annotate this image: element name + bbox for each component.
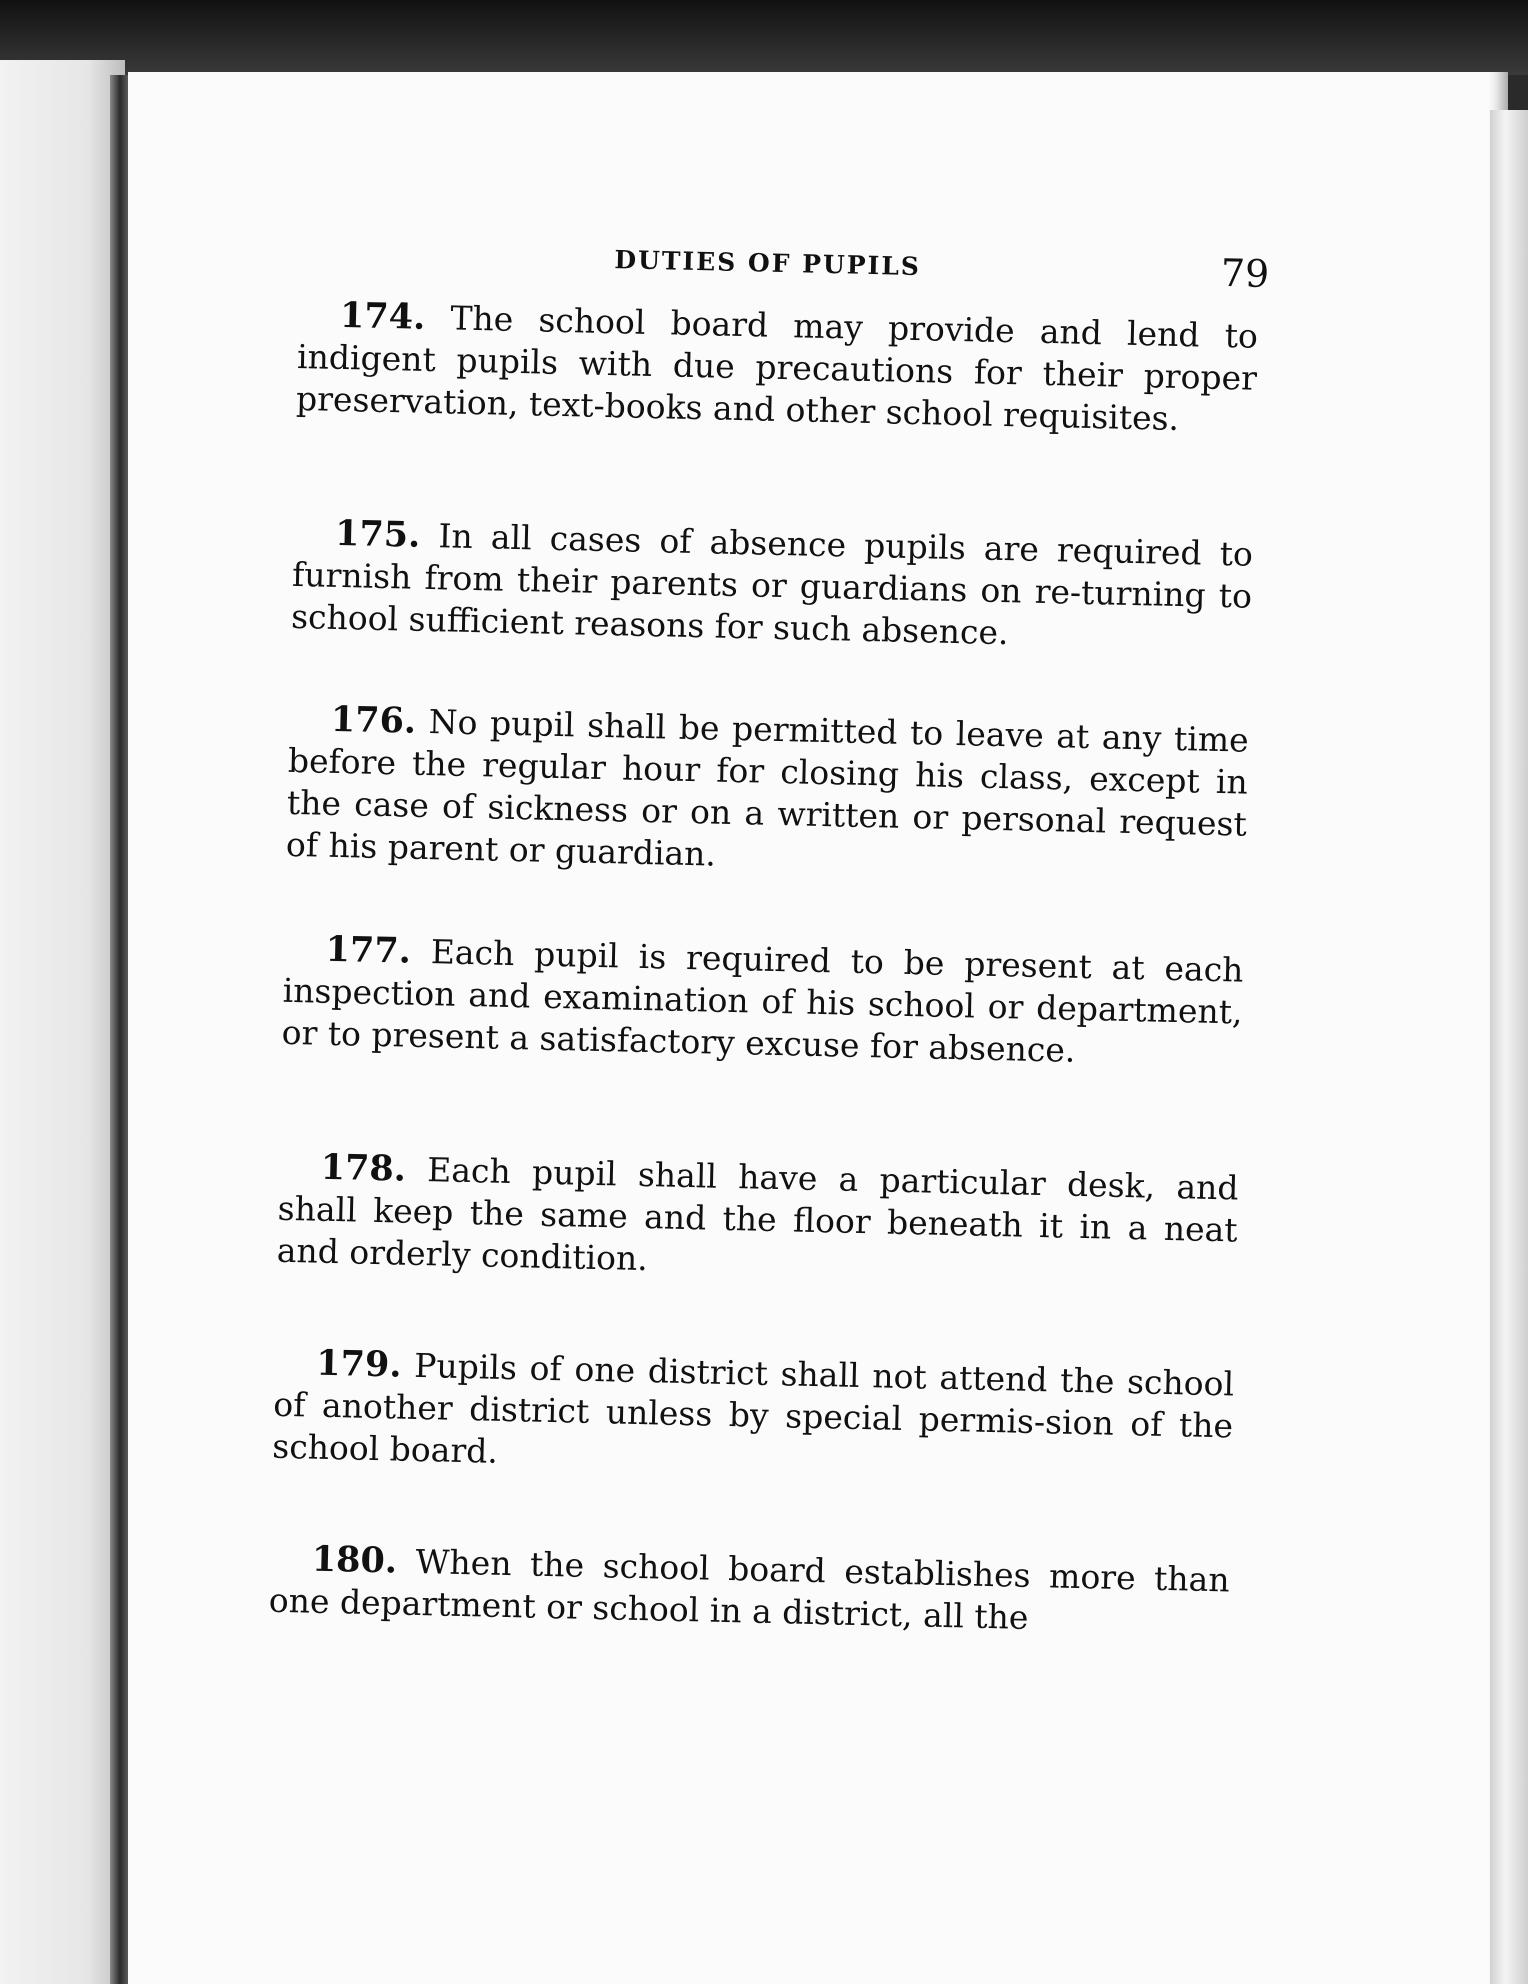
book-gutter (110, 75, 128, 1984)
section-text: In all cases of absence pupils are required to furnish from their parents or guardians on re-turning to school sufficient reasons for such absence. (290, 516, 1254, 653)
section-number: 176. (330, 698, 417, 742)
section-text: Pupils of one district shall not attend the school of another district unless by special permis-sion of the school board. (271, 1345, 1235, 1471)
section-number: 174. (339, 294, 426, 338)
section-number: 179. (315, 1342, 402, 1386)
section-text: Each pupil is required to be present at each inspection and examination of his school or department, or to present a satisfactory excuse for absence. (281, 932, 1244, 1070)
section-text: When the school board establishes more than one department or school in a district, all the (268, 1541, 1231, 1637)
section-text: The school board may provide and lend to indigent pupils with due precautions for their proper preservation, text-books and other school requisites. (295, 298, 1259, 438)
section-176 (286, 698, 1250, 888)
scan-background (0, 0, 1528, 75)
page-number: 79 (1220, 250, 1270, 296)
section-number: 178. (320, 1146, 407, 1190)
section-175 (291, 512, 1254, 660)
section-text: Each pupil shall have a particular desk, and shall keep the same and the floor beneath it in a neat and orderly condition. (276, 1150, 1239, 1279)
section-text: No pupil shall be permitted to leave at any time before the regular hour for closing his class, except in the case of sickness or on a written or personal request of his parent or guardian. (285, 702, 1250, 874)
section-number: 175. (334, 512, 421, 556)
section-number: 180. (311, 1538, 398, 1582)
section-178 (276, 1146, 1239, 1294)
section-174 (296, 294, 1259, 442)
page-edge-stack (1490, 110, 1528, 1984)
section-number: 177. (325, 928, 412, 972)
section-177 (281, 928, 1244, 1076)
section-179 (272, 1342, 1235, 1490)
page-content (268, 230, 1270, 1643)
running-head: DUTIES OF PUPILS (614, 245, 922, 282)
facing-page-edge (0, 60, 125, 1984)
